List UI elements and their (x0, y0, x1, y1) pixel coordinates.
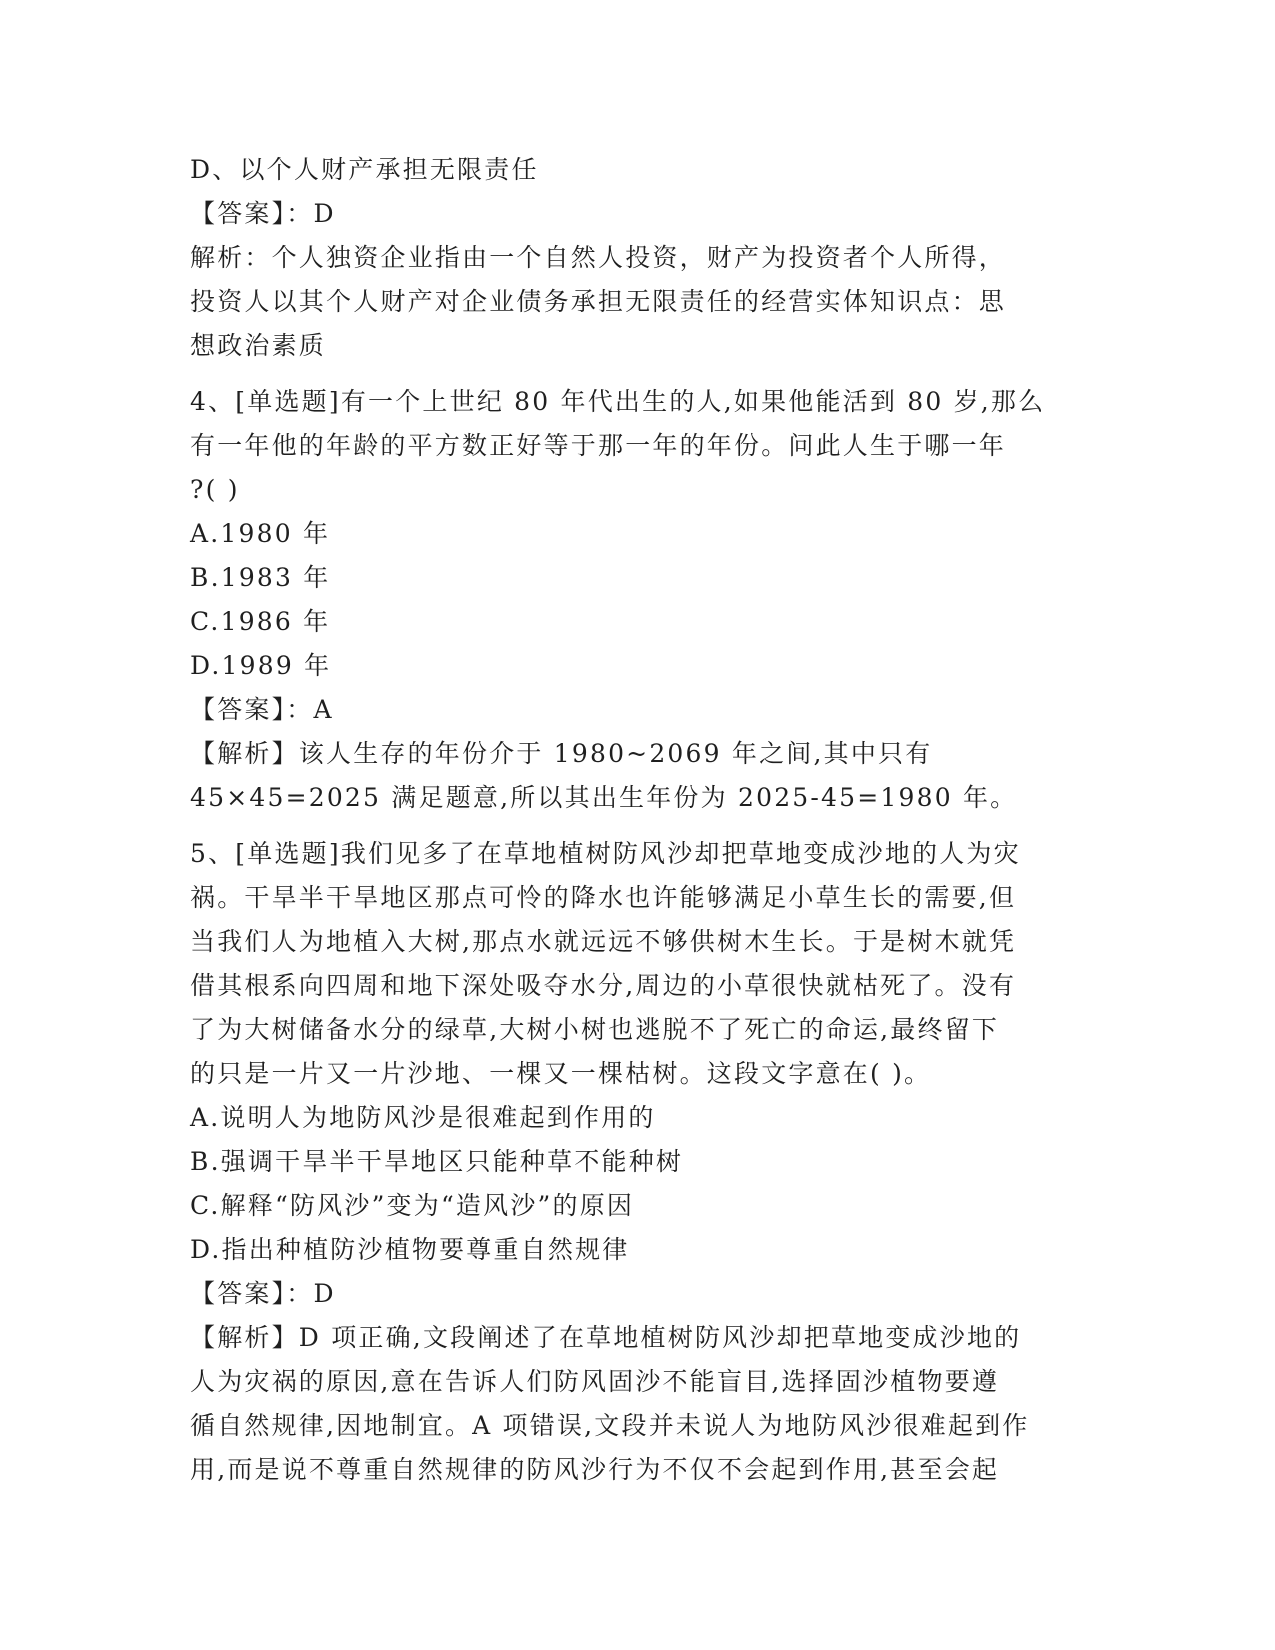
option-d: D.指出种植防沙植物要尊重自然规律 (190, 1235, 630, 1264)
question-3-tail (190, 148, 1090, 368)
question-stem: 的只是一片又一片沙地、一棵又一棵枯树。这段文字意在( )。 (190, 1059, 932, 1088)
question-stem: 5、[单选题]我们见多了在草地植树防风沙却把草地变成沙地的人为灾 (190, 839, 1021, 868)
question-5 (190, 832, 1090, 1492)
option-c: C.解释“防风沙”变为“造风沙”的原因 (190, 1191, 635, 1220)
answer-line: 【答案】：D (190, 1279, 336, 1308)
option-c: C.1986 年 (190, 607, 331, 636)
explanation-line: 用,而是说不尊重自然规律的防风沙行为不仅不会起到作用,甚至会起 (190, 1455, 1000, 1484)
explanation-line: 人为灾祸的原因,意在告诉人们防风固沙不能盲目,选择固沙植物要遵 (190, 1367, 1000, 1396)
option-b: B.强调干旱半干旱地区只能种草不能种树 (190, 1147, 684, 1176)
explanation-line: 【解析】D 项正确,文段阐述了在草地植树防风沙却把草地变成沙地的 (190, 1323, 1022, 1352)
document-content (190, 148, 1090, 1492)
question-stem: 借其根系向四周和地下深处吸夺水分,周边的小草很快就枯死了。没有 (190, 971, 1017, 1000)
explanation-line: 解析：个人独资企业指由一个自然人投资，财产为投资者个人所得， (190, 243, 1007, 272)
option-d: D.1989 年 (190, 651, 332, 680)
answer-line: 【答案】：D (190, 199, 336, 228)
explanation-line: 投资人以其个人财产对企业债务承担无限责任的经营实体知识点：思 (190, 287, 1007, 316)
question-stem: 有一年他的年龄的平方数正好等于那一年的年份。问此人生于哪一年 (190, 431, 1007, 460)
option-a: A.说明人为地防风沙是很难起到作用的 (190, 1103, 656, 1132)
explanation-line: 【解析】该人生存的年份介于 1980~2069 年之间,其中只有 (190, 739, 933, 768)
question-4 (190, 380, 1090, 820)
explanation-line: 45×45=2025 满足题意,所以其出生年份为 2025-45=1980 年。 (190, 783, 1018, 812)
answer-line: 【答案】：A (190, 695, 334, 724)
question-stem: 祸。干旱半干旱地区那点可怜的降水也许能够满足小草生长的需要,但 (190, 883, 1017, 912)
explanation-line: 想政治素质 (190, 331, 327, 360)
option-a: A.1980 年 (190, 519, 331, 548)
question-stem: 4、[单选题]有一个上世纪 80 年代出生的人,如果他能活到 80 岁,那么 (190, 387, 1046, 416)
question-stem: 当我们人为地植入大树,那点水就远远不够供树木生长。于是树木就凭 (190, 927, 1017, 956)
question-stem: ?( ) (190, 475, 240, 504)
explanation-line: 循自然规律,因地制宜。A 项错误,文段并未说人为地防风沙很难起到作 (190, 1411, 1030, 1440)
option-d: D、以个人财产承担无限责任 (190, 155, 539, 184)
question-stem: 了为大树储备水分的绿草,大树小树也逃脱不了死亡的命运,最终留下 (190, 1015, 1000, 1044)
option-b: B.1983 年 (190, 563, 331, 592)
